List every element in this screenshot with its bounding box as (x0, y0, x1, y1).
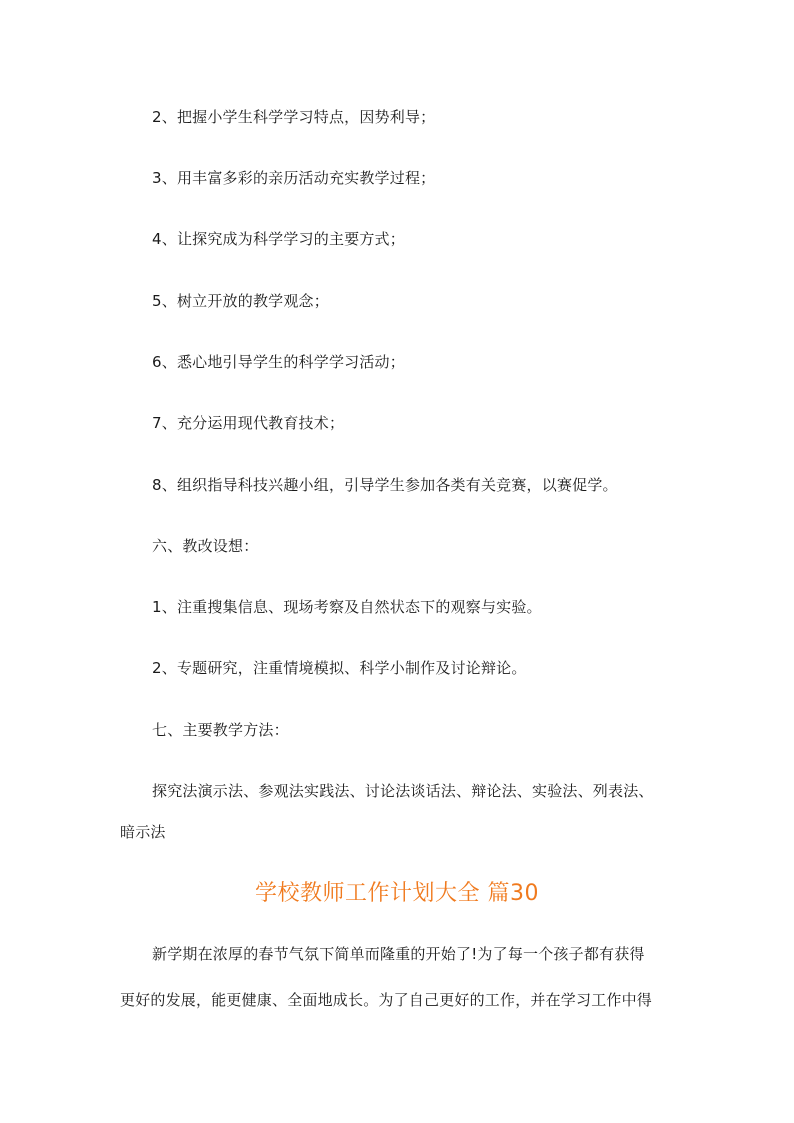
paragraph-line-2: 更好的发展，能更健康、全面地成长。为了自己更好的工作，并在学习工作中得 (120, 991, 653, 1009)
methods-text-line-1: 探究法演示法、参观法实践法、讨论法谈话法、辩论法、实验法、列表法、 (152, 782, 654, 800)
list-item: 2、专题研究，注重情境模拟、科学小制作及讨论辩论。 (152, 659, 527, 677)
list-item: 3、用丰富多彩的亲历活动充实教学过程； (152, 169, 436, 187)
list-item: 8、组织指导科技兴趣小组，引导学生参加各类有关竞赛，以赛促学。 (152, 476, 618, 494)
list-item: 6、悉心地引导学生的科学学习活动； (152, 353, 405, 371)
list-item: 7、充分运用现代教育技术； (152, 414, 345, 432)
list-item: 2、把握小学生科学学习特点，因势利导； (152, 108, 436, 126)
methods-text-line-2: 暗示法 (120, 823, 166, 841)
article-heading: 学校教师工作计划大全 篇30 (255, 881, 539, 906)
paragraph-line-1: 新学期在浓厚的春节气氛下简单而隆重的开始了!为了每一个孩子都有获得 (152, 945, 645, 963)
section-heading-6: 六、教改设想： (152, 537, 259, 555)
list-item: 5、树立开放的教学观念； (152, 292, 329, 310)
list-item: 1、注重搜集信息、现场考察及自然状态下的观察与实验。 (152, 598, 542, 616)
section-heading-7: 七、主要教学方法： (152, 721, 289, 739)
list-item: 4、让探究成为科学学习的主要方式； (152, 230, 405, 248)
